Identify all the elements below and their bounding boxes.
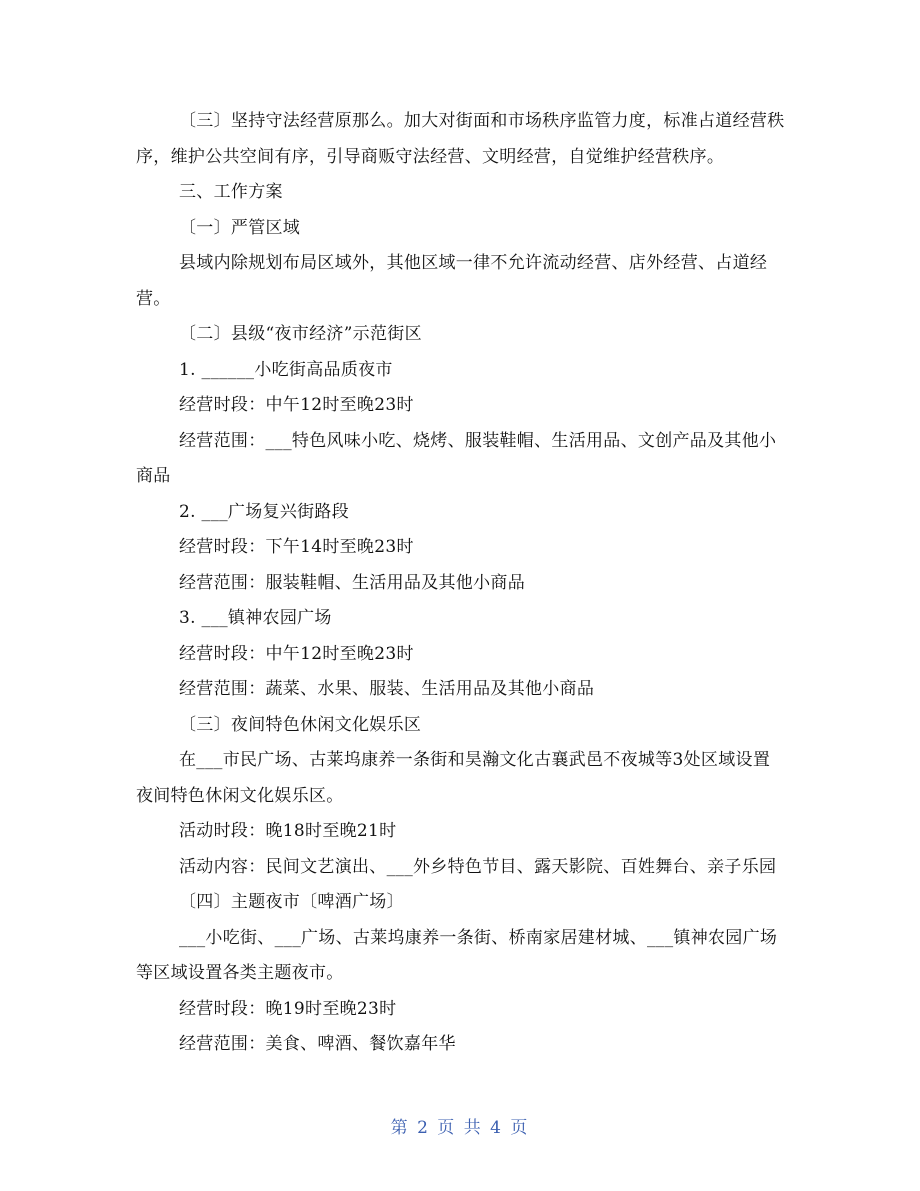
leisure-content: 活动内容：民间文艺演出、___外乡特色节目、露天影院、百姓舞台、亲子乐园 (179, 856, 777, 877)
paragraph-leisure-zone: 在___市民广场、古莱坞康养一条街和昊瀚文化古襄武邑不夜城等3处区域设置夜间特色休闲文化娱乐区。 (136, 750, 771, 806)
theme-hours: 经营时段：晚19时至晚23时 (179, 998, 397, 1019)
paragraph-theme-market: ___小吃街、___广场、古莱坞康养一条街、桥南家居建材城、___镇神农园广场等区域设置各类主题夜市。 (136, 927, 778, 983)
heading-strict-zone: 〔一〕严管区域 (179, 217, 301, 238)
heading-leisure-zone: 〔三〕夜间特色休闲文化娱乐区 (179, 714, 422, 735)
page-number-footer: 第 2 页 共 4 页 (390, 1118, 530, 1138)
item-2-hours: 经营时段：下午14时至晚23时 (179, 537, 414, 557)
item-3-hours: 经营时段：中午12时至晚23时 (179, 643, 414, 664)
document-body (136, 104, 786, 1063)
item-1-scope: 经营范围：___特色风味小吃、烧烤、服装鞋帽、生活用品、文创产品及其他小商品 (136, 430, 777, 486)
theme-scope: 经营范围：美食、啤酒、餐饮嘉年华 (179, 1034, 456, 1054)
leisure-hours: 活动时段：晚18时至晚21时 (179, 821, 397, 841)
heading-work-plan: 三、工作方案 (179, 182, 283, 202)
item-2-scope: 经营范围：服装鞋帽、生活用品及其他小商品 (179, 572, 525, 593)
item-1-hours: 经营时段：中午12时至晚23时 (179, 395, 414, 415)
paragraph-strict-zone: 县域内除规划布局区域外，其他区域一律不允许流动经营、店外经营、占道经营。 (136, 253, 768, 309)
item-1-title: 1. ______小吃街高品质夜市 (179, 359, 393, 380)
paragraph-principle-3: 〔三〕坚持守法经营原那么。加大对街面和市场秩序监管力度，标准占道经营秩序，维护公共空间有序，引导商贩守法经营、文明经营，自觉维护经营秩序。 (136, 111, 785, 167)
item-2-title: 2. ___广场复兴街路段 (179, 501, 350, 522)
heading-theme-market: 〔四〕主题夜市〔啤酒广场〕 (179, 892, 404, 912)
item-3-scope: 经营范围：蔬菜、水果、服装、生活用品及其他小商品 (179, 679, 595, 699)
item-3-title: 3. ___镇神农园广场 (179, 608, 332, 628)
heading-night-market-streets: 〔二〕县级“夜市经济”示范街区 (179, 324, 422, 344)
